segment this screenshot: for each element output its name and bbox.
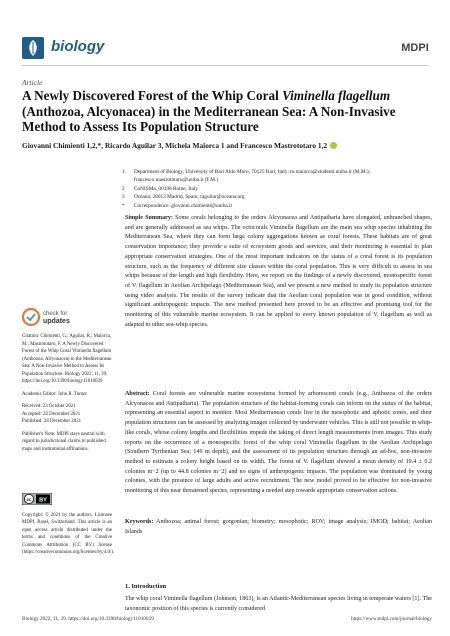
title-part-1: A Newly Discovered Forest of the Whip Coral: [22, 88, 283, 103]
footer-journal-link[interactable]: https://www.mdpi.com/journal/biology: [351, 616, 432, 622]
checkmark-icon: [27, 314, 35, 320]
footer-citation[interactable]: Biology 2022, 11, 39. https://doi.org/10.3390/biology11010039: [22, 616, 154, 622]
abstract-label: Abstract:: [125, 391, 150, 397]
article-info-sidebar: [22, 333, 112, 458]
received-date: Received: 23 October 2021: [22, 404, 76, 409]
simple-summary-text: Some corals belonging to the orders Alcyonacea and Antipatharia have elongated, unbranched shapes, and are generally addressed as sea whips. The octocorals Viminella flagellum are the main sea whip species inhabiting the Mediterranean Sea, where they can form large colony aggregations known as coral forests. These habitats are of great conservation importance; they provide a suite of ecosystem goods and services, and their monitoring is essential to plan appropriate conservation strategies. One of the most important indicators on the status of a coral forest is its population structure, such as the frequency of different size classes within the coral population. This is very difficult to assess in sea whips because of the length and high flexibility. Here, we report on the findings of a newly discovered, monospecific forest of V. flagellum in Aeolian Archipelago (Mediterranean Sea), and we present a new method to study its population structure using video analysis. The results of the survey indicate that the Aeolian coral population was in good condition, without significant anthropogenic impacts. The new method presented here proved to be an effective and promising tool for the monitoring of this vulnerable marine ecosystem. It can be applied to every known population of V. flagellum as well as adapted to other sea-whip species.: [125, 215, 432, 328]
cc-by-label: BY: [39, 497, 47, 504]
affiliation-number: *: [122, 202, 125, 209]
affiliation-text: Correspondence: giovanni.chimienti@uniba.it: [134, 202, 232, 209]
affiliation-text: Department of Biology, University of Bari Aldo Moro, 70125 Bari, Italy; m.maiorca@studenti.uniba.it (M.M.); francesco.mastrototaro@uniba.it (F.M.): [134, 169, 371, 184]
authors-text: Giovanni Chimienti 1,2,*, Ricardo Aguilar 3, Michela Maiorca 1 and Francesco Mastrototaro 1,2: [22, 141, 328, 150]
simple-summary-label: Simple Summary:: [125, 215, 173, 221]
affiliation-item: [122, 185, 432, 193]
title-species: Viminella flagellum: [282, 88, 391, 103]
keywords-text: Anthozoa; animal forest; gorgonian; biometry; mesophotic; ROV; image analysis; IMOD; habitat; Aeolian Islands: [125, 519, 432, 535]
creative-commons-icon[interactable]: [22, 493, 52, 505]
keywords-label: Keywords:: [125, 519, 154, 525]
orcid-icon[interactable]: [330, 142, 337, 149]
keywords: [125, 518, 432, 537]
publisher-name: MDPI: [401, 42, 429, 54]
check-updates-line1: check for: [43, 311, 68, 317]
article-type: Article: [22, 78, 43, 87]
section-heading: 1. Introduction: [125, 583, 167, 590]
published-date: Published: 28 December 2021: [22, 419, 82, 424]
affiliation-item: [122, 168, 432, 185]
affiliation-number: 1: [122, 169, 125, 175]
affiliation-text: CoNISMa, 00196 Rome, Italy: [134, 185, 198, 192]
copyright-notice: Copyright: © 2021 by the authors. Licensee MDPI, Basel, Switzerland. This article is an open access article distributed under the terms and conditions of the Creative Commons Attribution (CC BY) license (https://creativecommons.org/licenses/by/4.0/).: [22, 513, 115, 556]
introduction-text: The whip coral Viminella flagellum (Johnson, 1863), is an Atlantic-Mediterranean species living in temperate waters [1]. The taxonomic position of this species is currently considered: [125, 596, 432, 612]
svg-text:cc: cc: [26, 497, 32, 502]
journal-logo-icon: [22, 37, 44, 59]
title-part-2: (Anthozoa, Alcyonacea) in the Mediterranean Sea: A Non-Invasive Method to Assess Its Population Structure: [22, 103, 396, 134]
affiliation-text: Oceana, 28013 Madrid, Spain; raguilar@oceana.org: [134, 194, 245, 201]
journal-name[interactable]: biology: [51, 38, 105, 55]
academic-editor: Academic Editor: John R. Turner: [22, 391, 88, 397]
check-updates-line2: updates: [43, 318, 70, 325]
abstract-text: Coral forests are vulnerable marine ecosystems formed by arborescent corals (e.g., Anthozoa of the orders Alcyonacea and Antipatharia). The population structure of the habitat-forming corals can inform on the status of the habitat, representing an essential aspect to monitor. Most Mediterranean corals live in the mesophotic and aphotic zones, and their population structures can be assessed by analyzing images collected by underwater vehicles. This is still not possible in whip-like corals, whose colony lengths and flexibilities impede the taking of direct length measurements from images. This study reports on the occurrence of a monospecific forest of the whip coral Viminella flagellum in the Aeolian Archipelago (Southern Tyrrhenian Sea; 149 m depth), and the assessment of its population structure through an ad-hoc, non-invasive method to estimate a colony height based on its width. The forest of V. flagellum showed a mean density of 19.4 ± 0.2 colonies m−2 (up to 44.8 colonies m−2) and no signs of anthropogenic impacts. The population was dominated by young colonies, with the presence of large adults and active recruitment. The new model proved to be effective for non-invasive monitoring of this near threatened species, representing a needed step towards appropriate conservation actions.: [125, 391, 432, 495]
citation[interactable]: Citation: Chimienti, G.; Aguilar, R.; Maiorca, M.; Mastrototaro, F. A Newly Discovered Forest of the Whip Coral Viminella flagellum (Anthozoa, Alcyonacea) in the Mediterranean Sea: A Non-Invasive Method to Assess Its Population Structure. Biology 2022, 11, 39. https://doi.org/10.3390/biology11010039: [22, 334, 112, 384]
header-divider: [22, 65, 428, 66]
author-list: [22, 141, 432, 151]
abstract: [125, 390, 432, 497]
publisher-note: Publisher's Note: MDPI stays neutral with regard to jurisdictional claims in published maps and institutional affiliations.: [22, 431, 106, 452]
article-title: [22, 88, 430, 135]
affiliation-number: 3: [122, 194, 125, 201]
affiliations: [122, 168, 432, 210]
affiliation-item: [122, 202, 432, 210]
simple-summary: [125, 214, 432, 330]
update-ring-icon: [23, 309, 39, 325]
mdpi-logo-icon[interactable]: [398, 40, 432, 54]
affiliation-number: 2: [122, 185, 125, 192]
accepted-date: Accepted: 22 December 2021: [22, 411, 81, 417]
check-for-updates-badge[interactable]: [22, 306, 82, 328]
affiliation-item: [122, 193, 432, 201]
